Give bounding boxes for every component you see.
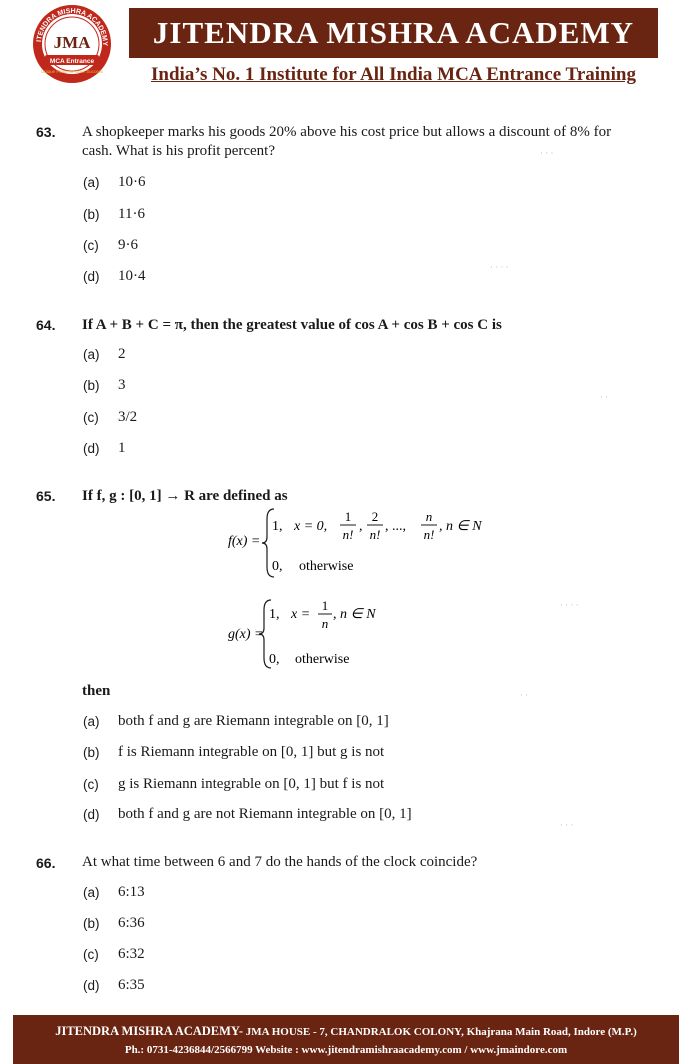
f-lhs: f(x) =	[228, 534, 261, 549]
f-case2-cond: otherwise	[299, 559, 354, 574]
f-fracn-den: n!	[423, 527, 435, 542]
question-number: 63.	[36, 124, 56, 140]
scan-speck: · ·	[600, 392, 609, 402]
option-label: (b)	[83, 916, 100, 931]
footer-address	[13, 1024, 679, 1039]
option-label: (a)	[83, 175, 100, 190]
question-text: cash. What is his profit percent?	[82, 143, 275, 159]
logo-ribbon: MCA Entrance	[49, 58, 95, 65]
f-frac1-den: n!	[342, 527, 354, 542]
option-text: 9·6	[118, 237, 138, 253]
question-number: 66.	[36, 855, 56, 871]
option-text: 6:36	[118, 915, 145, 931]
g-definition	[222, 596, 422, 670]
logo-arc-text: ITENDRA MISHRA ACADEMY	[36, 7, 109, 47]
g-lhs: g(x) =	[228, 627, 264, 642]
option-label: (b)	[83, 378, 100, 393]
f-case1-tail: , n ∈ N	[439, 519, 482, 534]
f-frac2-num: 2	[371, 509, 379, 524]
f-definition	[222, 503, 522, 583]
option-label: (c)	[83, 410, 99, 425]
option-label: (a)	[83, 714, 100, 729]
f-frac2-den: n!	[369, 527, 381, 542]
question-text: If A + B + C = π, then the greatest value of cos A + cos B + cos C is	[82, 317, 502, 333]
g-case1-tail: , n ∈ N	[333, 607, 376, 622]
question-text: If f, g : [0, 1] → R are defined as	[82, 488, 288, 504]
option-text: 1	[118, 440, 126, 456]
logo-motto: Unique Place for Sure Success	[40, 69, 104, 74]
g-frac-den: n	[321, 616, 329, 631]
g-case2-value: 0,	[269, 652, 280, 667]
f-frac1-num: 1	[344, 509, 352, 524]
question-number: 65.	[36, 488, 56, 504]
option-text: 3/2	[118, 409, 138, 425]
logo-text: JMA	[53, 33, 91, 52]
option-text: f is Riemann integrable on [0, 1] but g is not	[118, 744, 385, 760]
question-then: then	[82, 683, 111, 699]
f-ellipsis: , ...,	[385, 519, 406, 534]
option-label: (d)	[83, 978, 100, 993]
f-case1-value: 1,	[272, 519, 283, 534]
footer	[13, 1015, 679, 1064]
option-label: (c)	[83, 777, 99, 792]
option-text: 2	[118, 346, 126, 362]
g-frac-num: 1	[321, 598, 329, 613]
option-text: 3	[118, 377, 126, 393]
option-text: 11·6	[118, 206, 145, 222]
f-case1-cond: x = 0,	[294, 519, 328, 534]
scan-speck: · · · ·	[560, 600, 579, 610]
option-text: 10·6	[118, 174, 146, 190]
footer-academy-name: JITENDRA MISHRA ACADEMY-	[55, 1024, 243, 1038]
footer-address-text: JMA HOUSE - 7, CHANDRALOK COLONY, Khajrana Main Road, Indore (M.P.)	[242, 1026, 637, 1038]
option-text: g is Riemann integrable on [0, 1] but f is not	[118, 776, 385, 792]
svg-text:,: ,	[359, 519, 363, 534]
option-label: (a)	[83, 885, 100, 900]
option-text: both f and g are Riemann integrable on [0, 1]	[118, 713, 389, 729]
question-text: A shopkeeper marks his goods 20% above his cost price but allows a discount of 8% for	[82, 124, 612, 140]
option-label: (d)	[83, 807, 100, 822]
g-case2-cond: otherwise	[295, 652, 350, 667]
option-text: 6:32	[118, 946, 145, 962]
option-text: 6:13	[118, 884, 145, 900]
option-label: (c)	[83, 947, 99, 962]
scan-speck: · · ·	[560, 820, 574, 830]
option-label: (a)	[83, 347, 100, 362]
scan-speck: · ·	[520, 690, 529, 700]
option-label: (b)	[83, 745, 100, 760]
question-text: At what time between 6 and 7 do the hands of the clock coincide?	[82, 854, 478, 870]
option-label: (d)	[83, 441, 100, 456]
question-number: 64.	[36, 317, 56, 333]
scan-speck: · · · ·	[490, 262, 509, 272]
scan-speck: · · ·	[540, 148, 554, 158]
g-case1-cond: x =	[291, 607, 311, 622]
option-text: 10·4	[118, 268, 146, 284]
option-label: (c)	[83, 238, 99, 253]
option-label: (b)	[83, 207, 100, 222]
f-fracn-num: n	[425, 509, 433, 524]
option-text: both f and g are not Riemann integrable on [0, 1]	[118, 806, 412, 822]
academy-logo	[31, 3, 113, 85]
option-label: (d)	[83, 269, 100, 284]
academy-tagline: India’s No. 1 Institute for All India MCA Entrance Training	[151, 64, 636, 85]
academy-title: JITENDRA MISHRA ACADEMY	[129, 8, 658, 58]
footer-contact: Ph.: 0731-4236844/2566799 Website : www.jitendramishraacademy.com / www.jmaindore.com	[124, 1044, 568, 1056]
f-case2-value: 0,	[272, 559, 283, 574]
option-text: 6:35	[118, 977, 145, 993]
g-case1-value: 1,	[269, 607, 280, 622]
